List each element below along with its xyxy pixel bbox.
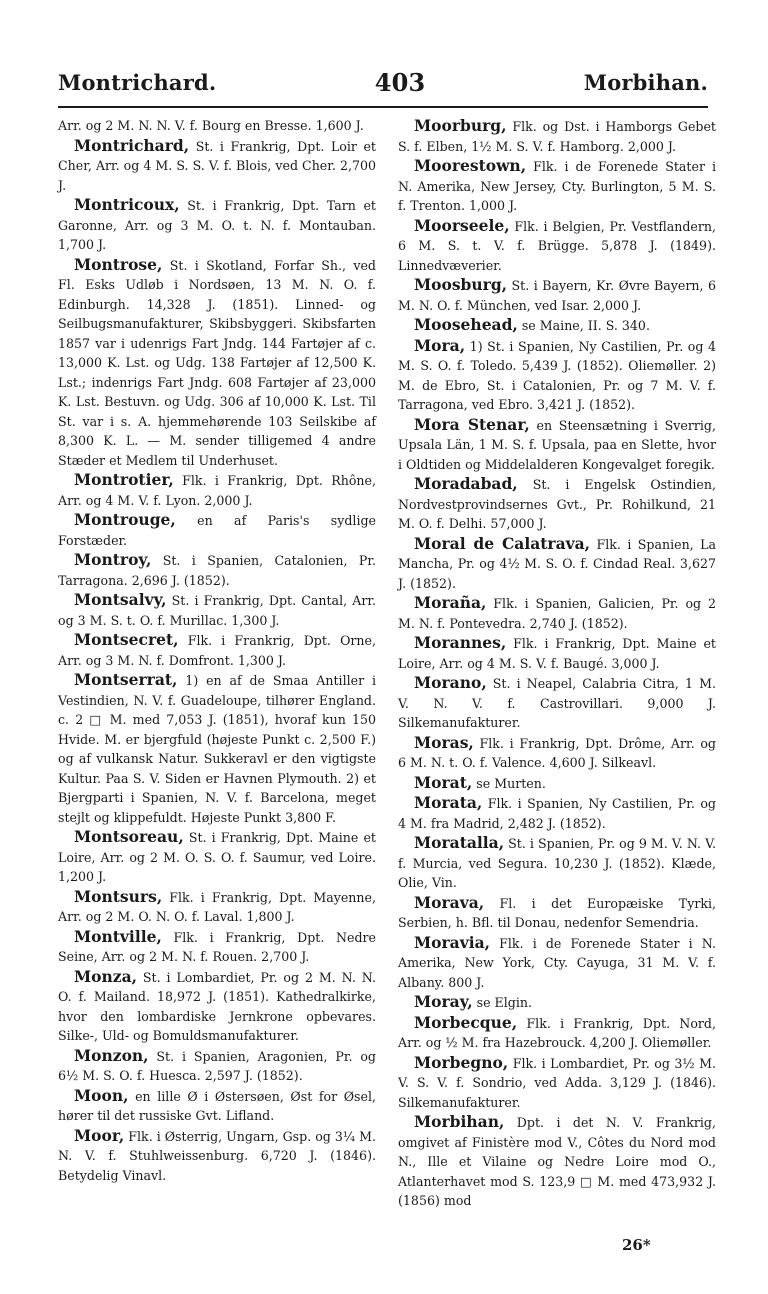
entry-text: St. i Neapel, Calabria Citra, 1 M. V. N. V. f. Castrovillari. 9,000 J. Silkemanufakturer. bbox=[398, 676, 716, 730]
entry-headword: Montroy, bbox=[74, 550, 152, 569]
dictionary-entry bbox=[58, 590, 376, 630]
dictionary-entry bbox=[398, 415, 716, 475]
entry-text: St. i Skotland, Forfar Sh., ved Fl. Esks Udløb i Nordsøen, 13 M. N. O. f. Edinburgh. 14,328 J. (1851). Linned- og Seilbugsmanufakturer, Skibsbyggeri. Skibsfarten 1857 var i udenrigs Fart Jndg. 144 Fartøjer af c. 13,000 K. Lst. og Udg. 138 Fartøjer af 12,500 K. Lst.; indenrigs Fart Jndg. 608 Fartøjer af 23,000 K. Lst. Bestuvn. og Udg. 306 af 10,000 K. Lst. Til St. var i s. A. hjemmehørende 103 Seilskibe af 8,300 K. L. — M. sender tilligemed 4 andre Stæder et Medlem til Underhuset. bbox=[58, 257, 376, 468]
entry-text: Flk. i de Forenede Stater i N. Amerika, New Jersey, Cty. Burlington, 5 M. S. f. Trenton. 1,000 J. bbox=[398, 159, 716, 213]
dictionary-entry bbox=[398, 315, 716, 336]
dictionary-entry bbox=[58, 630, 376, 670]
entry-text: Flk. i Lombardiet, Pr. og 3½ M. V. S. V. f. Sondrio, ved Adda. 3,129 J. (1846). Silkemanufakturer. bbox=[398, 1055, 716, 1110]
page-header bbox=[58, 62, 708, 102]
dictionary-entry bbox=[58, 255, 376, 471]
entry-headword: Moosehead, bbox=[414, 315, 518, 334]
entry-headword: Moon, bbox=[74, 1085, 129, 1105]
entry-text: se Maine, II. S. 340. bbox=[517, 318, 650, 333]
dictionary-entry bbox=[58, 1126, 376, 1186]
dictionary-entry bbox=[58, 510, 376, 550]
entry-text: Flk. i Østerrig, Ungarn, Gsp. og 3¼ M. N. V. f. Stuhlweissenburg. 6,720 J. (1846). Betydelig Vinavl. bbox=[58, 1128, 376, 1183]
left-column bbox=[58, 116, 376, 1185]
page-number: 403 bbox=[374, 67, 426, 97]
entry-text: se Murten. bbox=[472, 775, 546, 791]
entry-text: en lille Ø i Østersøen, Øst for Øsel, hører til det russiske Gvt. Lifland. bbox=[58, 1088, 376, 1123]
dictionary-entry bbox=[398, 156, 716, 216]
entry-headword: Morannes, bbox=[414, 633, 507, 652]
dictionary-entry bbox=[398, 336, 716, 415]
entry-headword: Moraña, bbox=[414, 593, 487, 612]
entry-headword: Montsurs, bbox=[74, 886, 163, 906]
entry-headword: Montsalvy, bbox=[74, 590, 167, 609]
entry-text: St. i Spanien, Aragonien, Pr. og 6½ M. S. O. f. Huesca. 2,597 J. (1852). bbox=[58, 1048, 376, 1083]
dictionary-entry bbox=[398, 216, 716, 276]
entry-text: St. i Spanien, Pr. og 9 M. V. N. V. f. Murcia, ved Segura. 10,230 J. (1852). Klæde, Olie, Vin. bbox=[398, 836, 716, 890]
entry-headword: Moosburg, bbox=[414, 275, 508, 294]
entry-text: Arr. og 2 M. N. N. V. f. Bourg en Bresse. 1,600 J. bbox=[58, 118, 364, 133]
entry-headword: Montrotier, bbox=[74, 470, 174, 489]
dictionary-entry bbox=[398, 673, 716, 733]
entry-text: Flk. i Spanien, La Mancha, Pr. og 4½ M. S. O. f. Cindad Real. 3,627 J. (1852). bbox=[398, 536, 717, 591]
dictionary-entry bbox=[58, 470, 376, 510]
dictionary-entry bbox=[398, 1112, 716, 1211]
dictionary-entry bbox=[58, 927, 376, 967]
entry-text: Flk. i Frankrig, Dpt. Nedre Seine, Arr. og 2 M. N. f. Rouen. 2,700 J. bbox=[58, 929, 376, 964]
entry-text: se Elgin. bbox=[472, 995, 532, 1010]
dictionary-entry bbox=[58, 827, 376, 887]
entry-headword: Morbegno, bbox=[414, 1052, 509, 1072]
entry-headword: Moorseele, bbox=[414, 215, 510, 235]
dictionary-entry bbox=[58, 195, 376, 255]
entry-headword: Montrichard, bbox=[74, 135, 190, 155]
entry-headword: Morata, bbox=[414, 793, 483, 812]
dictionary-entry bbox=[58, 136, 376, 196]
dictionary-entry bbox=[398, 116, 716, 156]
dictionary-entry bbox=[398, 474, 716, 534]
running-head-right: Morbihan. bbox=[583, 69, 708, 95]
entry-text: Flk. i Frankrig, Dpt. Rhône, Arr. og 4 M. V. f. Lyon. 2,000 J. bbox=[58, 473, 376, 508]
entry-text: Flk. i Spanien, Galicien, Pr. og 2 M. N. f. Pontevedra. 2,740 J. (1852). bbox=[398, 596, 716, 631]
dictionary-entry bbox=[398, 793, 716, 833]
dictionary-entry bbox=[398, 1053, 716, 1113]
header-rule bbox=[58, 106, 708, 108]
entry-text: Flk. i Frankrig, Dpt. Drôme, Arr. og 6 M. N. t. O. f. Valence. 4,600 J. Silkeavl. bbox=[398, 735, 716, 770]
entry-headword: Moorestown, bbox=[414, 156, 527, 175]
entry-text: St. i Engelsk Ostindien, Nordvestprovindsernes Gvt., Pr. Rohilkund, 21 M. O. f. Delhi. 57,000 J. bbox=[398, 477, 716, 531]
entry-text: Flk. og Dst. i Hamborgs Gebet S. f. Elben, 1½ M. S. V. f. Hamborg. 2,000 J. bbox=[398, 119, 716, 154]
entry-text: St. i Frankrig, Dpt. Maine et Loire, Arr. og 2 M. O. S. O. f. Saumur, ved Loire. 1,200 J. bbox=[58, 830, 376, 884]
entry-headword: Morano, bbox=[414, 673, 487, 692]
entry-headword: Montville, bbox=[74, 926, 162, 946]
dictionary-entry bbox=[58, 1086, 376, 1126]
dictionary-entry bbox=[398, 893, 716, 933]
entry-text: St. i Bayern, Kr. Øvre Bayern, 6 M. N. O. f. München, ved Isar. 2,000 J. bbox=[398, 278, 716, 313]
dictionary-entry bbox=[58, 550, 376, 590]
dictionary-entry bbox=[398, 593, 716, 633]
dictionary-entry bbox=[398, 275, 716, 315]
entry-headword: Moorburg, bbox=[414, 116, 507, 135]
entry-headword: Monzon, bbox=[74, 1045, 149, 1065]
entry-text: Dpt. i det N. V. Frankrig, omgivet af Finistère mod V., Côtes du Nord mod N., Ille et Vilaine og Nedre Loire mod O., Atlanterhavet mod S. 123,9 □ M. med 473,932 J. (1856) mod bbox=[398, 1115, 716, 1208]
dictionary-entry bbox=[398, 534, 716, 594]
entry-headword: Montrouge, bbox=[74, 510, 176, 529]
entry-text: Flk. i Frankrig, Dpt. Mayenne, Arr. og 2 M. O. N. O. f. Laval. 1,800 J. bbox=[58, 889, 376, 924]
signature-mark: 26* bbox=[622, 1236, 651, 1254]
entry-headword: Morava, bbox=[414, 892, 485, 912]
entry-text: Fl. i det Europæiske Tyrki, Serbien, h. Bfl. til Donau, nedenfor Semendria. bbox=[398, 895, 716, 930]
entry-text: 1) en af de Smaa Antiller i Vestindien, N. V. f. Guadeloupe, tilhører England. c. 2 □ M. med 7,053 J. (1851), hvoraf kun 150 Hvide. M. er bjergfuld (højeste Punkt c. 2,500 F.) og af vulkansk Natur. Sukkeravl er den vigtigste Kultur. Paa S. V. Siden er Havnen Plymouth. 2) et Bjergparti i Spanien, N. V. f. Barcelona, meget stejlt og klippefuldt. Højeste Punkt 3,800 F. bbox=[58, 673, 376, 825]
entry-text: St. i Frankrig, Dpt. Tarn et Garonne, Arr. og 3 M. O. t. N. f. Montauban. 1,700 J. bbox=[58, 198, 376, 252]
entry-text: Flk. i Spanien, Ny Castilien, Pr. og 4 M. fra Madrid, 2,482 J. (1852). bbox=[398, 796, 716, 831]
entry-headword: Montsecret, bbox=[74, 630, 179, 649]
right-column bbox=[398, 116, 716, 1211]
running-head-left: Montrichard. bbox=[58, 69, 217, 95]
entry-text: Flk. i de Forenede Stater i N. Amerika, New York, Cty. Cayuga, 31 M. V. f. Albany. 800 J. bbox=[398, 935, 716, 990]
entry-headword: Mora Stenar, bbox=[414, 414, 530, 434]
entry-headword: Montsoreau, bbox=[74, 827, 184, 846]
entry-headword: Montricoux, bbox=[74, 195, 180, 214]
dictionary-entry bbox=[398, 773, 716, 794]
entry-headword: Moradabad, bbox=[414, 474, 518, 493]
entry-headword: Morbihan, bbox=[414, 1112, 505, 1131]
entry-headword: Monza, bbox=[74, 966, 138, 986]
dictionary-entry bbox=[398, 633, 716, 673]
entry-headword: Morbecque, bbox=[414, 1012, 518, 1032]
entry-headword: Mora, bbox=[414, 335, 466, 355]
dictionary-entry bbox=[58, 116, 376, 136]
entry-text: en Steensætning i Sverrig, Upsala Län, 1 M. S. f. Upsala, paa en Slette, hvor i Oldtiden og Middelalderen Kongevalget foregik. bbox=[398, 417, 716, 472]
entry-headword: Moray, bbox=[414, 992, 473, 1011]
entry-headword: Moral de Calatrava, bbox=[414, 533, 591, 553]
dictionary-entry bbox=[58, 670, 376, 827]
entry-headword: Moravia, bbox=[414, 932, 491, 952]
entry-text: Flk. i Frankrig, Dpt. Nord, Arr. og ½ M. fra Hazebrouck. 4,200 J. Oliemøller. bbox=[398, 1015, 716, 1050]
dictionary-entry bbox=[58, 1046, 376, 1086]
dictionary-entry bbox=[58, 967, 376, 1046]
entry-text: St. i Frankrig, Dpt. Cantal, Arr. og 3 M. S. t. O. f. Murillac. 1,300 J. bbox=[58, 593, 376, 628]
dictionary-entry bbox=[398, 933, 716, 993]
dictionary-entry bbox=[398, 1013, 716, 1053]
entry-headword: Morat, bbox=[414, 772, 473, 792]
entry-text: St. i Lombardiet, Pr. og 2 M. N. N. O. f. Mailand. 18,972 J. (1851). Kathedralkirke, hvor den lombardiske Jernkrone opbevares. Silke-, Uld- og Bomuldsmanufakturer. bbox=[58, 969, 376, 1043]
dictionary-entry bbox=[398, 992, 716, 1013]
entry-headword: Moratalla, bbox=[414, 833, 505, 852]
entry-text: St. i Spanien, Catalonien, Pr. Tarragona. 2,696 J. (1852). bbox=[58, 553, 376, 588]
entry-text: Flk. i Belgien, Pr. Vestflandern, 6 M. S. t. V. f. Brügge. 5,878 J. (1849). Linnedvæverier. bbox=[398, 218, 716, 273]
entry-text: 1) St. i Spanien, Ny Castilien, Pr. og 4 M. S. O. f. Toledo. 5,439 J. (1852). Oliemøller. 2) M. de Ebro, St. i Catalonien, Pr. og 7 M. V. f. Tarragona, ved Ebro. 3,421 J. (1852). bbox=[398, 338, 716, 412]
entry-headword: Montserrat, bbox=[74, 670, 178, 689]
dictionary-entry bbox=[398, 733, 716, 773]
entry-text: Flk. i Frankrig, Dpt. Maine et Loire, Arr. og 4 M. S. V. f. Baugé. 3,000 J. bbox=[398, 636, 716, 671]
dictionary-entry bbox=[398, 833, 716, 893]
entry-headword: Moor, bbox=[74, 1125, 125, 1145]
dictionary-entry bbox=[58, 887, 376, 927]
entry-text: en af Paris's sydlige Forstæder. bbox=[58, 513, 376, 548]
entry-headword: Montrose, bbox=[74, 254, 163, 274]
entry-headword: Moras, bbox=[414, 732, 474, 752]
entry-text: St. i Frankrig, Dpt. Loir et Cher, Arr. og 4 M. S. S. V. f. Blois, ved Cher. 2,700 J. bbox=[58, 138, 376, 193]
entry-text: Flk. i Frankrig, Dpt. Orne, Arr. og 3 M. N. f. Domfront. 1,300 J. bbox=[58, 633, 376, 668]
